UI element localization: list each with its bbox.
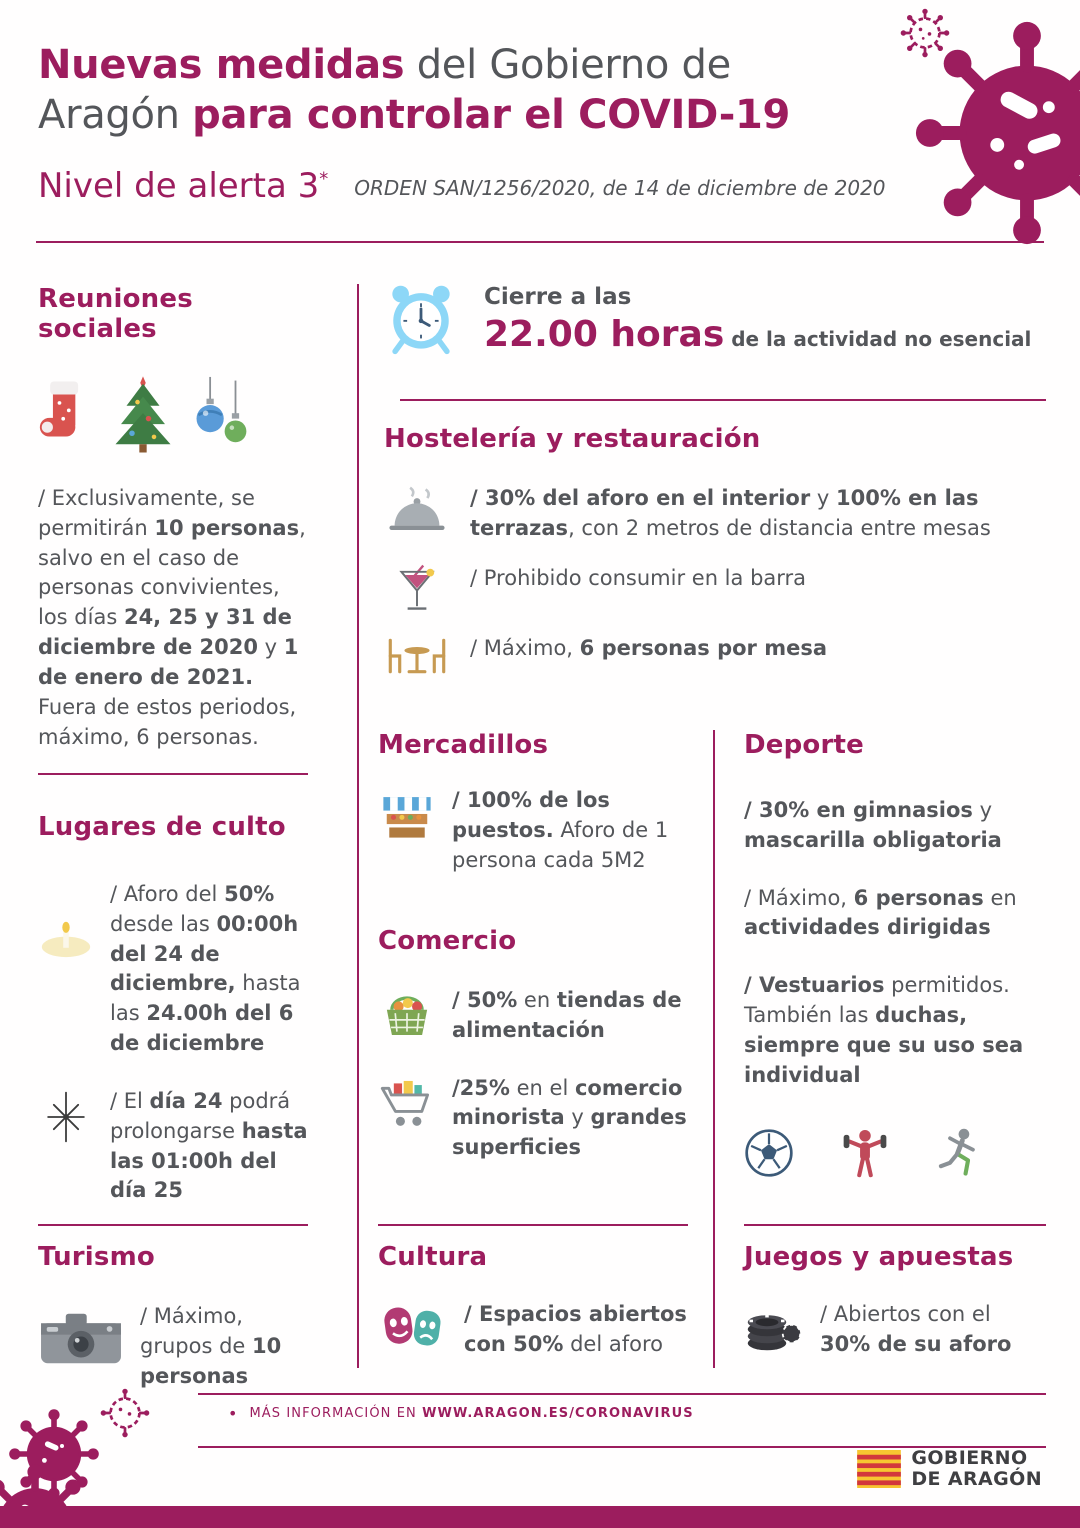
header-divider	[36, 241, 1044, 243]
section-comercio	[378, 926, 688, 1163]
section-title: Mercadillos	[378, 730, 549, 760]
weightlifter-icon	[842, 1127, 888, 1179]
order-reference: ORDEN SAN/1256/2020, de 14 de diciembre de 2020	[354, 176, 886, 200]
section-title: Lugares de culto	[38, 812, 286, 842]
star-icon	[38, 1091, 94, 1143]
section-item: / 30% en gimnasios y mascarilla obligatoria	[744, 798, 1002, 852]
runner-icon	[936, 1127, 982, 1179]
soccer-ball-icon	[744, 1128, 794, 1178]
market-stall-icon	[378, 792, 436, 841]
bottom-bar	[0, 1506, 1080, 1528]
logo-text: GOBIERNO DE ARAGÓN	[911, 1447, 1042, 1491]
serving-dish-icon	[384, 486, 450, 536]
more-info-text: MÁS INFORMACIÓN EN WWW.ARAGON.ES/CORONAVIRUS	[249, 1406, 694, 1421]
section-item: / 30% del aforo en el interior y 100% en las terrazas, con 2 metros de distancia entre mesas	[470, 486, 991, 540]
section-cultura	[378, 1242, 688, 1360]
alert-level: Nivel de alerta 3*	[38, 166, 329, 206]
closure-line1: Cierre a las	[484, 284, 632, 310]
christmas-icons	[38, 366, 314, 454]
section-title: Turismo	[38, 1242, 155, 1272]
section-title: Comercio	[378, 926, 517, 956]
bullet-icon: •	[228, 1404, 238, 1423]
aragon-flag-icon	[857, 1450, 901, 1488]
christmas-baubles-icon	[192, 376, 250, 454]
more-info	[228, 1404, 694, 1423]
closure-banner	[384, 282, 1046, 356]
sport-icons	[744, 1127, 1046, 1179]
section-mercadillos	[378, 730, 688, 875]
section-hosteleria	[384, 424, 1046, 678]
shopping-cart-icon	[378, 1078, 436, 1130]
gobierno-aragon-logo	[857, 1448, 1042, 1491]
theater-masks-icon	[378, 1302, 448, 1352]
section-item: / Aforo del 50% desde las 00:00h del 24 de diciembre, hasta las 24.00h del 6 de diciembre	[110, 882, 301, 1056]
table-and-chairs-icon	[384, 634, 450, 678]
section-item: / Espacios abiertos con 50% del aforo	[464, 1302, 687, 1356]
coronavirus-icon	[898, 6, 952, 60]
section-divider	[38, 1224, 308, 1226]
section-item: / Máximo, grupos de 10 personas	[140, 1304, 282, 1388]
section-deporte	[744, 730, 1046, 1179]
section-title: Hostelería y restauración	[384, 424, 761, 454]
section-divider	[38, 773, 308, 775]
section-divider	[744, 1224, 1046, 1226]
section-divider	[400, 399, 1046, 401]
section-item: / Máximo, 6 personas en actividades dirigidas	[744, 885, 1017, 940]
section-juegos-apuestas	[744, 1242, 1046, 1360]
section-title: Cultura	[378, 1242, 488, 1272]
section-reuniones-sociales	[38, 284, 314, 752]
info-url-link[interactable]: WWW.ARAGON.ES/CORONAVIRUS	[422, 1406, 694, 1421]
section-item: / Abiertos con el 30% de su aforo	[820, 1302, 1012, 1356]
section-turismo	[38, 1242, 314, 1391]
food-basket-icon	[378, 988, 436, 1040]
section-item: / Vestuarios permitidos. También las duchas, siempre que su uso sea individual	[744, 973, 1024, 1087]
camera-icon	[38, 1308, 124, 1367]
section-item: /25% en el comercio minorista y grandes superficies	[452, 1075, 687, 1160]
christmas-tree-icon	[110, 374, 176, 454]
column-divider	[713, 730, 715, 1368]
cocktail-icon	[384, 564, 450, 614]
closure-line2: 22.00 horas de la actividad no esencial	[484, 314, 1032, 355]
page-title: Nuevas medidas del Gobierno de Aragón para controlar el COVID-19	[38, 42, 791, 138]
footer-divider	[198, 1393, 1046, 1395]
section-lugares-de-culto	[38, 812, 314, 1206]
section-divider	[378, 1224, 688, 1226]
section-item: / Prohibido consumir en la barra	[470, 565, 807, 590]
coronavirus-icon	[98, 1386, 152, 1440]
section-item: / Máximo, 6 personas por mesa	[470, 635, 827, 660]
christmas-stocking-icon	[38, 378, 94, 454]
section-item: / El día 24 podrá prolongarse hasta las 01:00h del día 25	[110, 1088, 308, 1203]
section-item: / 100% de los puestos. Aforo de 1 persona cada 5M2	[452, 788, 669, 872]
section-title: Juegos y apuestas	[744, 1242, 1014, 1272]
candle-icon	[38, 918, 94, 959]
section-body: / Exclusivamente, se permitirán 10 personas, salvo en el caso de personas convivientes, los días 24, 25 y 31 de diciembre de 2020 y 1 de enero de 2021. Fuera de estos periodos, máximo, 6 personas.	[38, 486, 306, 749]
column-divider	[357, 284, 359, 1368]
header	[38, 40, 898, 206]
poker-chips-icon	[744, 1302, 804, 1353]
section-item: / 50% en tiendas de alimentación	[452, 988, 682, 1042]
section-title: Reuniones sociales	[38, 284, 193, 344]
alarm-clock-icon	[384, 282, 458, 356]
section-title: Deporte	[744, 730, 864, 760]
